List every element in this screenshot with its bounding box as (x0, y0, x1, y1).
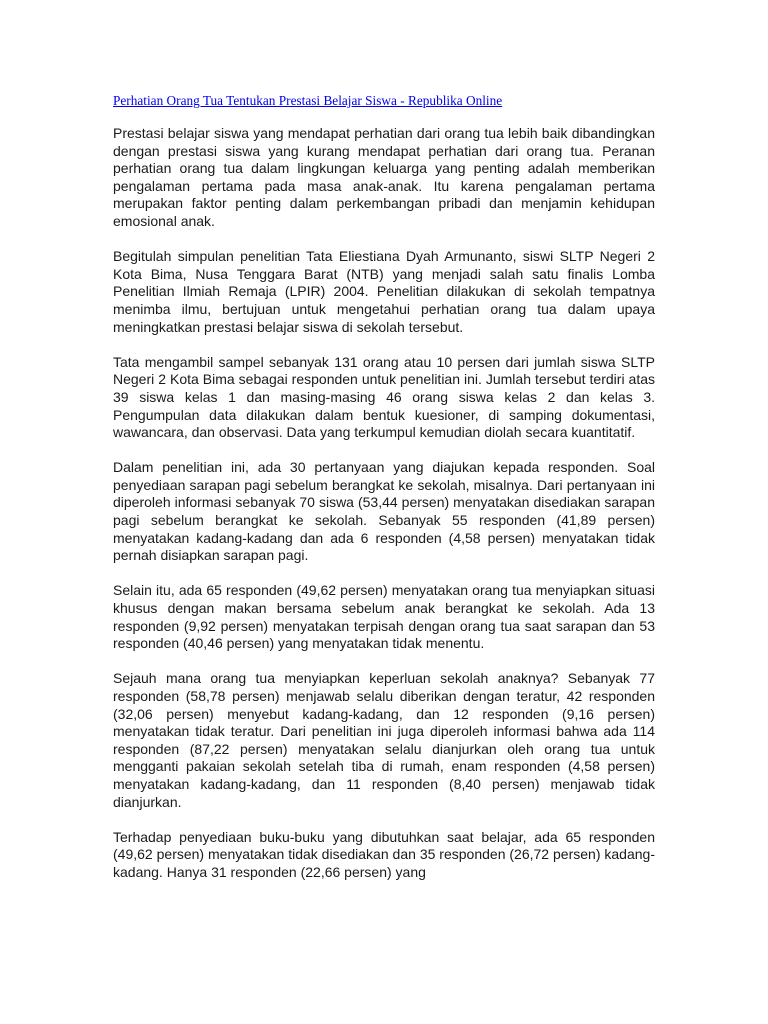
paragraph-3: Tata mengambil sampel sebanyak 131 orang atau 10 persen dari jumlah siswa SLTP Negeri 2 Kota Bima sebagai responden untuk penelitian ini. Jumlah tersebut terdiri atas 39 siswa kelas 1 dan masing-masing 46 orang siswa kelas 2 dan kelas 3. Pengumpulan data dilakukan dalam bentuk kuesioner, di samping dokumentasi, wawancara, dan observasi. Data yang terkumpul kemudian diolah secara kuantitatif. (113, 353, 655, 441)
paragraph-4: Dalam penelitian ini, ada 30 pertanyaan yang diajukan kepada responden. Soal penyediaan sarapan pagi sebelum berangkat ke sekolah, misalnya. Dari pertanyaan ini diperoleh informasi sebanyak 70 siswa (53,44 persen) menyatakan disediakan sarapan pagi sebelum berangkat ke sekolah. Sebanyak 55 responden (41,89 persen) menyatakan kadang-kadang dan ada 6 responden (4,58 persen) menyatakan tidak pernah disiapkan sarapan pagi. (113, 459, 655, 564)
paragraph-7: Terhadap penyediaan buku-buku yang dibutuhkan saat belajar, ada 65 responden (49,62 persen) menyatakan tidak disediakan dan 35 responden (26,72 persen) kadang-kadang. Hanya 31 responden (22,66 persen) yang (113, 828, 655, 880)
paragraph-5: Selain itu, ada 65 responden (49,62 persen) menyatakan orang tua menyiapkan situasi khusus dengan makan bersama sebelum anak berangkat ke sekolah. Ada 13 responden (9,92 persen) menyatakan terpisah dengan orang tua saat sarapan dan 53 responden (40,46 persen) yang menyatakan tidak menentu. (113, 582, 655, 652)
document-page (113, 92, 655, 882)
paragraph-2: Begitulah simpulan penelitian Tata Eliestiana Dyah Armunanto, siswi SLTP Negeri 2 Kota Bima, Nusa Tenggara Barat (NTB) yang menjadi salah satu finalis Lomba Penelitian Ilmiah Remaja (LPIR) 2004. Penelitian dilakukan di sekolah tempatnya menimba ilmu, bertujuan untuk mengetahui perhatian orang tua dalam upaya meningkatkan prestasi belajar siswa di sekolah tersebut. (113, 248, 655, 335)
paragraph-6: Sejauh mana orang tua menyiapkan keperluan sekolah anaknya? Sebanyak 77 responden (58,78 persen) menjawab selalu diberikan dengan teratur, 42 responden (32,06 persen) menyebut kadang-kadang, dan 12 responden (9,16 persen) menyatakan tidak teratur. Dari penelitian ini juga diperoleh informasi bahwa ada 114 responden (87,22 persen) menyatakan selalu dianjurkan oleh orang tua untuk mengganti pakaian sekolah setelah tiba di rumah, enam responden (4,58 persen) menyatakan kadang-kadang, dan 11 responden (8,40 persen) menjawab tidak dianjurkan. (113, 670, 655, 810)
article-title-link[interactable]: Perhatian Orang Tua Tentukan Prestasi Belajar Siswa - Republika Online (113, 93, 503, 108)
paragraph-1: Prestasi belajar siswa yang mendapat perhatian dari orang tua lebih baik dibandingkan dengan prestasi siswa yang kurang mendapat perhatian dari orang tua. Peranan perhatian orang tua dalam lingkungan keluarga yang penting adalah memberikan pengalaman pertama pada masa anak-anak. Itu karena pengalaman pertama merupakan faktor penting dalam perkembangan pribadi dan menjamin kehidupan emosional anak. (113, 125, 655, 229)
